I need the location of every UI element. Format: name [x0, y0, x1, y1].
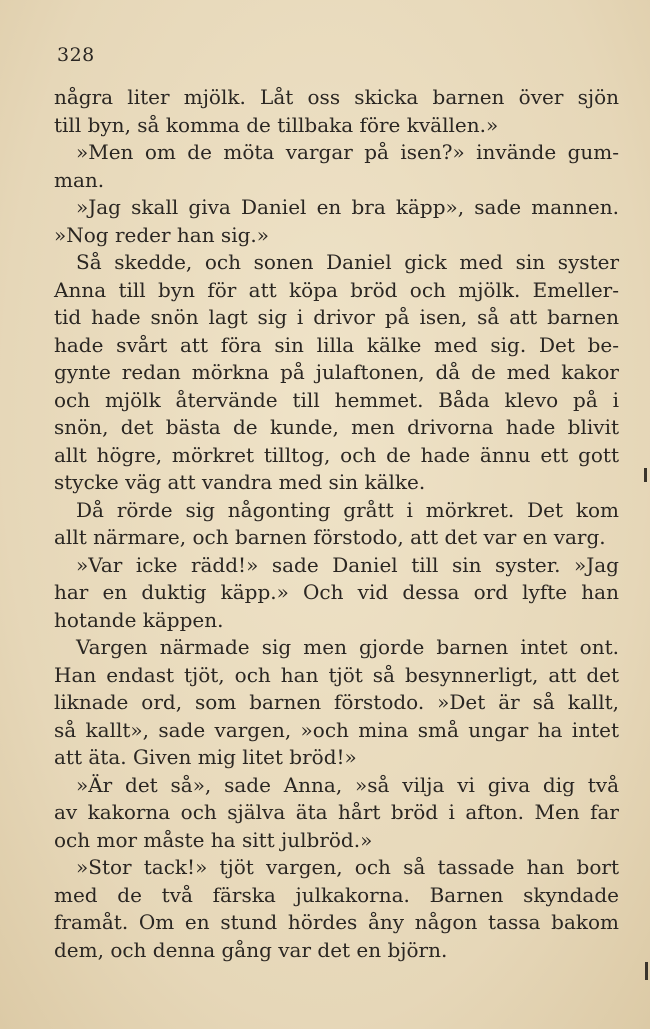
page-number: 328 [57, 44, 95, 66]
text-line: Då rörde sig någonting grått i mörkret. Det kom [76, 497, 619, 522]
text-line: några liter mjölk. Låt oss skicka barnen över sjön [54, 85, 619, 109]
text-line: Anna till byn för att köpa bröd och mjölk. Emeller- [54, 277, 619, 302]
text-line: och mjölk återvände till hemmet. Båda klevo på i [54, 387, 619, 412]
text-line: »Var icke rädd!» sade Daniel till sin syster. »Jag [76, 552, 619, 577]
text-line: Så skedde, och sonen Daniel gick med sin syster [76, 250, 619, 274]
text-line: liknade ord, som barnen förstodo. »Det är så kallt, [54, 690, 619, 714]
text-line: Vargen närmade sig men gjorde barnen intet ont. [76, 635, 619, 659]
text-line: och mor måste ha sitt julbröd.» [54, 827, 373, 852]
text-line: framåt. Om en stund hördes åny någon tassa bakom [54, 910, 619, 934]
text-line: stycke väg att vandra med sin kälke. [54, 470, 426, 494]
text-line: att äta. Given mig litet bröd!» [54, 745, 357, 769]
body-text [54, 84, 619, 964]
text-line: hade svårt att föra sin lilla kälke med sig. Det be- [54, 332, 619, 357]
text-line: »Jag skall giva Daniel en bra käpp», sade mannen. [76, 195, 619, 219]
text-line: Han endast tjöt, och han tjöt så besynnerligt, att det [54, 662, 619, 687]
text-line: »Stor tack!» tjöt vargen, och så tassade han bort [76, 855, 619, 879]
text-line: dem, och denna gång var det en björn. [54, 937, 448, 962]
text-line: gynte redan mörkna på julaftonen, då de med kakor [54, 360, 619, 384]
text-line: med de två färska julkakorna. Barnen skyndade [54, 882, 619, 907]
page-edge-mark [644, 468, 647, 482]
text-line: har en duktig käpp.» Och vid dessa ord lyfte han [54, 580, 619, 604]
text-line: hotande käppen. [54, 607, 224, 632]
text-line: »Är det så», sade Anna, »så vilja vi giva dig två [76, 772, 619, 797]
text-line: så kallt», sade vargen, »och mina små ungar ha intet [54, 717, 619, 742]
page-edge-mark [645, 962, 648, 980]
text-line: av kakorna och själva äta hårt bröd i afton. Men far [54, 800, 619, 824]
text-line: till byn, så komma de tillbaka före kvällen.» [54, 112, 499, 137]
text-line: allt närmare, och barnen förstodo, att det var en varg. [54, 525, 606, 549]
text-line: »Nog reder han sig.» [54, 222, 269, 247]
text-line: man. [54, 167, 105, 192]
text-line: tid hade snön lagt sig i drivor på isen, så att barnen [54, 305, 619, 329]
text-line: snön, det bästa de kunde, men drivorna hade blivit [54, 415, 619, 439]
text-line: »Men om de möta vargar på isen?» invände gum- [76, 140, 619, 164]
text-line: allt högre, mörkret tilltog, och de hade ännu ett gott [54, 442, 619, 467]
